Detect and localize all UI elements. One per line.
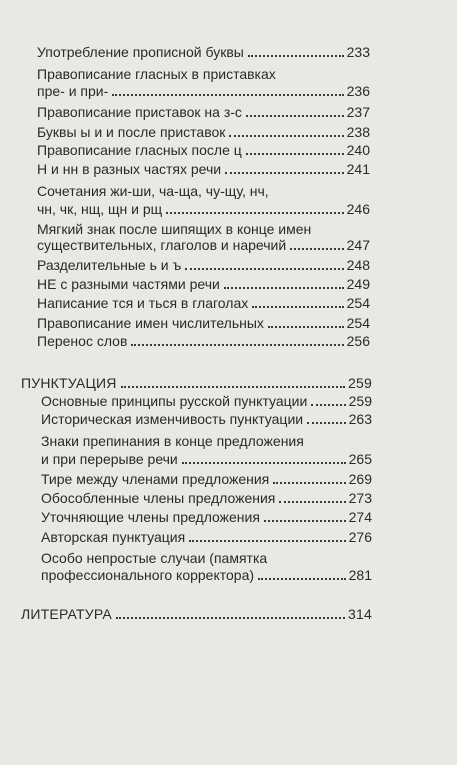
toc-entry-page: 263 [348,411,372,427]
toc-entry-title-line: Знаки препинания в конце предложения [41,433,304,449]
toc-entry[interactable] [37,201,370,218]
toc-entry-title: Написание тся и ться в глаголах [37,295,249,311]
toc-entry-title: Буквы ы и и после приставок [37,124,226,140]
toc-entry-page: 276 [348,529,372,545]
toc-entry[interactable] [41,567,372,584]
leader-dots [116,617,345,619]
toc-entry-page: 233 [346,44,370,60]
leader-dots [225,172,344,174]
toc-entry-title: Разделительные ь и ъ [37,257,182,273]
toc-entry[interactable] [41,471,372,488]
toc-entry[interactable] [37,276,370,293]
leader-dots [189,540,345,542]
toc-entry[interactable] [37,161,370,178]
toc-entry[interactable] [41,451,372,468]
toc-entry-page: 274 [348,509,372,525]
leader-dots [248,55,344,57]
leader-dots [246,115,344,117]
leader-dots [224,287,344,289]
toc-entry[interactable] [37,295,370,312]
toc-entry-title: существительных, глаголов и наречий [37,237,287,253]
toc-entry-title: Н и нн в разных частях речи [37,161,222,177]
leader-dots [279,501,345,503]
toc-section-punctuation[interactable] [21,375,372,392]
toc-entry-title-line: Сочетания жи-ши, ча-ща, чу-щу, нч, [37,183,269,199]
toc-entry-title-line: Правописание гласных в приставках [37,66,276,82]
toc-entry-title-line: Мягкий знак после шипящих в конце имен [37,221,312,237]
toc-entry-page: 236 [346,83,370,99]
leader-dots [131,344,343,346]
toc-entry-page: 237 [346,104,370,120]
leader-dots [290,248,343,250]
toc-entry-page: 241 [346,161,370,177]
toc-entry[interactable] [37,104,370,121]
leader-dots [185,268,343,270]
toc-entry-title: чн, чк, нщ, щн и рщ [37,201,163,217]
toc-entry-page: 254 [346,295,370,311]
toc-entry-page: 314 [348,606,372,622]
toc-section-title: ЛИТЕРАТУРА [21,606,112,622]
toc-entry-title: пре- и при- [37,83,109,99]
toc-entry-page: 240 [346,142,370,158]
toc-entry-page: 259 [348,393,372,409]
toc-entry-title: Уточняющие члены предложения [41,509,260,525]
toc-entry-page: 249 [346,276,370,292]
leader-dots [268,326,344,328]
toc-section-literature[interactable] [21,606,372,623]
toc-entry-title: Правописание приставок на з-с [37,104,242,120]
toc-entry[interactable] [41,509,372,526]
toc-entry-title: Правописание имен числительных [37,315,264,331]
toc-entry-title: Тире между членами предложения [41,471,270,487]
toc-entry[interactable] [37,257,370,274]
toc-entry-page: 259 [348,375,372,391]
toc-entry-page: 265 [348,451,372,467]
toc-entry-title: Правописание гласных после ц [37,142,242,158]
leader-dots [121,386,345,388]
toc-entry[interactable] [37,124,370,141]
toc-entry-title: Историческая изменчивость пунктуации [41,411,304,427]
leader-dots [166,212,343,214]
leader-dots [246,153,344,155]
toc-entry-page: 256 [346,333,370,349]
toc-entry[interactable] [41,490,372,507]
leader-dots [273,482,345,484]
toc-entry-title: и при перерыве речи [41,451,178,467]
toc-entry-page: 246 [346,201,370,217]
toc-entry-page: 254 [346,315,370,331]
toc-entry[interactable] [37,44,370,61]
toc-entry-page: 238 [346,124,370,140]
toc-entry[interactable] [41,411,372,428]
toc-entry-title: Авторская пунктуация [41,529,186,545]
toc-entry-page: 269 [348,471,372,487]
toc-entry-title: Обособленные члены предложения [41,490,276,506]
toc-entry[interactable] [41,393,372,410]
leader-dots [307,422,346,424]
toc-entry-title: Основные принципы русской пунктуации [41,393,308,409]
toc-entry[interactable] [37,83,370,100]
toc-entry-page: 248 [346,257,370,273]
toc-entry-page: 273 [348,490,372,506]
leader-dots [258,578,346,580]
leader-dots [229,135,343,137]
toc-entry-title: НЕ с разными частями речи [37,276,220,292]
toc-entry[interactable] [37,333,370,350]
toc-entry[interactable] [37,315,370,332]
toc-entry-title: профессионального корректора) [41,567,255,583]
leader-dots [112,94,343,96]
leader-dots [252,306,343,308]
toc-section-title: ПУНКТУАЦИЯ [21,375,117,391]
leader-dots [182,462,346,464]
toc-entry-title-line: Особо непростые случаи (памятка [41,550,268,566]
toc-entry[interactable] [37,237,370,254]
toc-entry[interactable] [41,529,372,546]
toc-entry-page: 281 [348,567,372,583]
leader-dots [264,520,346,522]
toc-entry-page: 247 [346,237,370,253]
toc-entry-title: Перенос слов [37,333,128,349]
toc-entry-title: Употребление прописной буквы [37,44,244,60]
toc-entry[interactable] [37,142,370,159]
leader-dots [311,404,345,406]
